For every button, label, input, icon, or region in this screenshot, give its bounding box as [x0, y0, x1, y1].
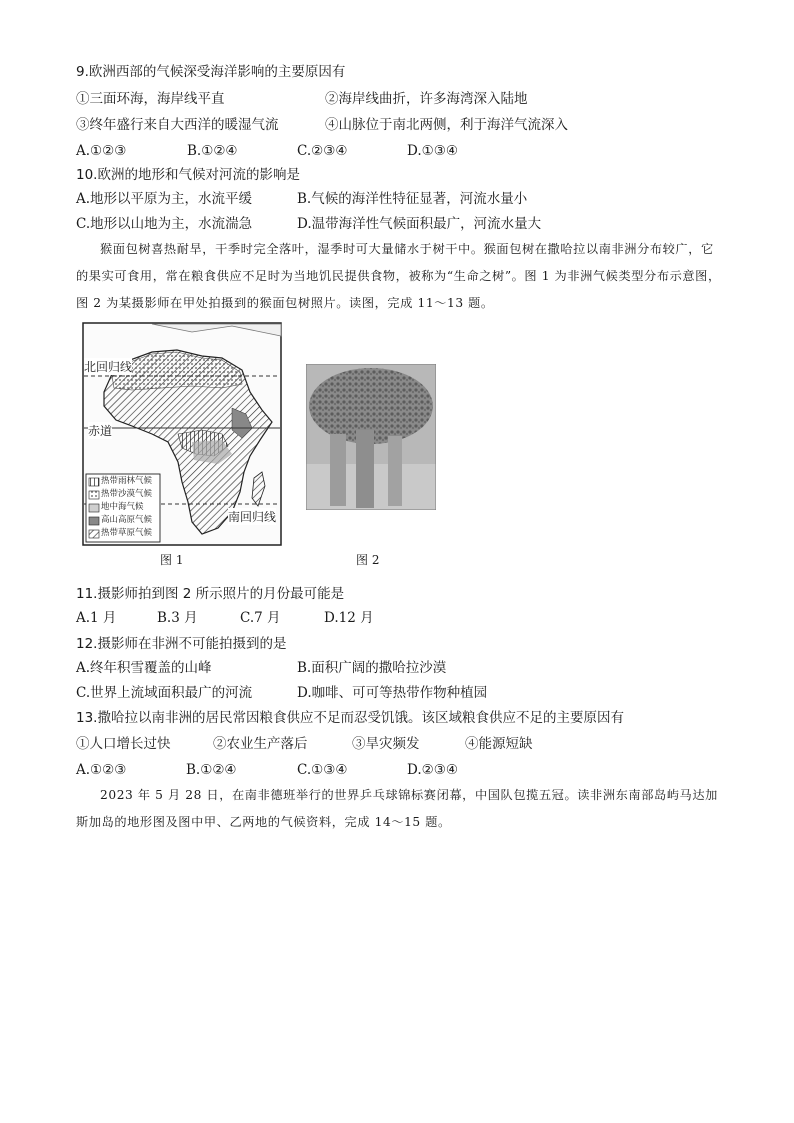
africa-climate-map [82, 322, 282, 546]
q13-option-c: C.①③④ [297, 762, 348, 778]
q9-statement-1: ①三面环海，海岸线平直 [76, 91, 225, 107]
q9-option-d: D.①③④ [407, 143, 458, 159]
q12-stem: 12.摄影师在非洲不可能拍摄到的是 [76, 636, 287, 652]
q11-option-b: B.3 月 [157, 610, 198, 626]
q11-option-c: C.7 月 [240, 610, 281, 626]
q13-statement-1: ①人口增长过快 [76, 736, 171, 752]
map-label-tropic-south: 南回归线 [228, 510, 277, 524]
q9-option-a: A.①②③ [76, 143, 127, 159]
intro-paragraph-baobab: 猴面包树喜热耐旱，干季时完全落叶，湿季时可大量储水于树干中。猴面包树在撒哈拉以南非洲分布较广，它的果实可食用，常在粮食供应不足时为当地饥民提供食物，被称为“生命之树”。图 1 为非洲气候类型分布示意图，图 2 为某摄影师在甲处拍摄到的猴面包树照片。读图，完成 11～13 题。 [76, 242, 721, 310]
q11-option-a: A.1 月 [76, 610, 117, 626]
q9-statement-2: ②海岸线曲折，许多海湾深入陆地 [325, 91, 528, 107]
baobab-photo [306, 364, 436, 510]
q13-statement-2: ②农业生产落后 [213, 736, 308, 752]
map-label-tropic-north: 北回归线 [84, 360, 133, 374]
q11-option-d: D.12 月 [324, 610, 374, 626]
q12-option-a: A.终年积雪覆盖的山峰 [76, 660, 212, 676]
legend-item-rainforest: 热带雨林气候 [101, 476, 153, 486]
q9-statement-3: ③终年盛行来自大西洋的暖湿气流 [76, 117, 279, 133]
map-legend-labels [101, 475, 152, 540]
q13-option-a: A.①②③ [76, 762, 127, 778]
q13-stem: 13.撒哈拉以南非洲的居民常因粮食供应不足而忍受饥饿。该区域粮食供应不足的主要原因有 [76, 710, 624, 726]
q13-statement-4: ④能源短缺 [465, 736, 533, 752]
legend-item-mediterranean: 地中海气候 [101, 502, 144, 512]
figure-2-caption: 图 2 [356, 553, 380, 567]
legend-item-desert: 热带沙漠气候 [101, 489, 153, 499]
q10-option-d: D.温带海洋性气候面积最广，河流水量大 [297, 216, 542, 232]
q10-stem: 10.欧洲的地形和气候对河流的影响是 [76, 167, 300, 183]
q9-option-b: B.①②④ [187, 143, 238, 159]
q10-option-c: C.地形以山地为主，水流湍急 [76, 216, 253, 232]
q9-option-c: C.②③④ [297, 143, 348, 159]
q13-option-b: B.①②④ [186, 762, 237, 778]
legend-item-highland: 高山高原气候 [101, 515, 153, 525]
q12-option-d: D.咖啡、可可等热带作物种植园 [297, 685, 488, 701]
legend-item-savanna: 热带草原气候 [101, 528, 153, 538]
q12-option-b: B.面积广阔的撒哈拉沙漠 [297, 660, 447, 676]
q13-statement-3: ③旱灾频发 [352, 736, 420, 752]
q9-statement-4: ④山脉位于南北两侧，利于海洋气流深入 [325, 117, 568, 133]
q13-option-d: D.②③④ [407, 762, 458, 778]
figure-1-caption: 图 1 [160, 553, 184, 567]
q10-option-b: B.气候的海洋性特征显著，河流水量小 [297, 191, 528, 207]
q12-option-c: C.世界上流域面积最广的河流 [76, 685, 253, 701]
intro-paragraph-madagascar: 2023 年 5 月 28 日，在南非德班举行的世界乒乓球锦标赛闭幕，中国队包揽五冠。读非洲东南部岛屿马达加斯加岛的地形图及图中甲、乙两地的气候资料，完成 14～15 题。 [76, 788, 718, 829]
q11-stem: 11.摄影师拍到图 2 所示照片的月份最可能是 [76, 586, 345, 602]
q9-stem: 9.欧洲西部的气候深受海洋影响的主要原因有 [76, 64, 346, 80]
q10-option-a: A.地形以平原为主，水流平缓 [76, 191, 253, 207]
map-label-equator: 赤道 [88, 424, 113, 438]
